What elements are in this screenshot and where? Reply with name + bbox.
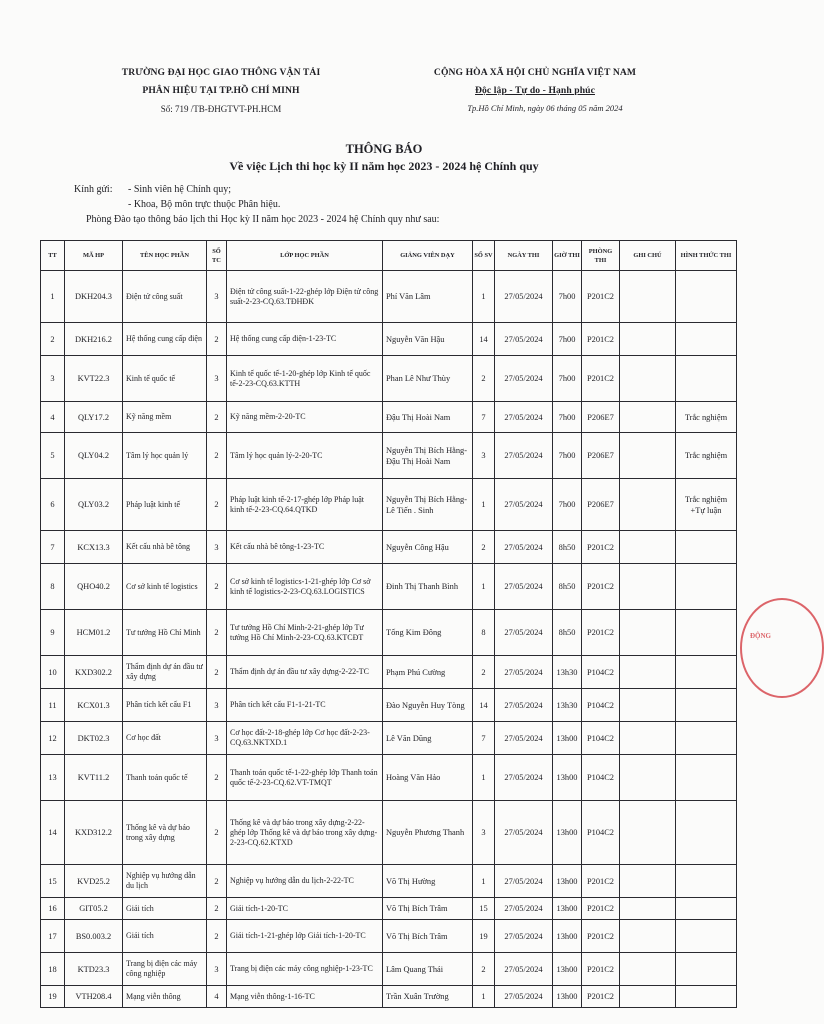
table-cell [620, 920, 676, 953]
table-cell [676, 531, 737, 564]
title-sub: Về việc Lịch thi học kỳ II năm học 2023 - 2024 hệ Chính quy [229, 159, 539, 173]
table-cell: 2 [473, 953, 495, 986]
table-cell [620, 865, 676, 898]
country-name: CỘNG HÒA XÃ HỘI CHỦ NGHĨA VIỆT NAM [433, 67, 637, 78]
table-cell: Đinh Thị Thanh Bình [383, 564, 473, 610]
table-cell [620, 898, 676, 920]
table-cell: 2 [207, 898, 227, 920]
table-cell: Phạm Phú Cường [383, 656, 473, 689]
table-cell [676, 953, 737, 986]
table-cell: 27/05/2024 [495, 402, 553, 433]
intro [74, 182, 439, 227]
table-cell: P201C2 [582, 865, 620, 898]
table-cell: 2 [207, 610, 227, 656]
table-cell: KXD302.2 [65, 656, 123, 689]
table-row [41, 271, 737, 323]
table-cell: Nguyễn Thị Bích Hằng-Lê Tiến . Sinh [383, 479, 473, 531]
table-cell: 5 [41, 433, 65, 479]
recipient-2: - Khoa, Bộ môn trực thuộc Phân hiệu. [128, 199, 281, 210]
table-cell: 3 [207, 271, 227, 323]
table-row [41, 865, 737, 898]
table-cell: 3 [473, 801, 495, 865]
table-cell: Kết cấu nhà bê tông-1-23-TC [227, 531, 383, 564]
table-cell [620, 722, 676, 755]
document-number: Số: 719 /TB-ĐHGTVT-PH.HCM [160, 104, 282, 114]
table-cell: 14 [473, 323, 495, 356]
table-cell: DKH204.3 [65, 271, 123, 323]
table-cell: 2 [207, 564, 227, 610]
column-header: GIẢNG VIÊN DẠY [383, 241, 473, 271]
table-cell: P104C2 [582, 689, 620, 722]
table-cell: QLY03.2 [65, 479, 123, 531]
table-cell: P104C2 [582, 801, 620, 865]
table-cell: Tâm lý học quản lý [123, 433, 207, 479]
org-header [86, 64, 356, 118]
table-cell: 3 [207, 689, 227, 722]
document-title [0, 140, 768, 175]
table-cell: 15 [41, 865, 65, 898]
table-cell: Kết cấu nhà bê tông [123, 531, 207, 564]
table-cell: 6 [41, 479, 65, 531]
table-cell: P201C2 [582, 986, 620, 1008]
table-cell: 13h00 [553, 920, 582, 953]
table-cell: P201C2 [582, 564, 620, 610]
table-cell: 4 [41, 402, 65, 433]
table-cell: Thanh toán quốc tế [123, 755, 207, 801]
table-row [41, 986, 737, 1008]
table-cell: P104C2 [582, 722, 620, 755]
table-cell: 3 [207, 722, 227, 755]
table-cell: 7 [473, 722, 495, 755]
table-cell: 27/05/2024 [495, 356, 553, 402]
table-cell [620, 271, 676, 323]
table-cell: Điện tử công suất-1-22-ghép lớp Điện tử công suất-2-23-CQ.63.TĐHĐK [227, 271, 383, 323]
table-cell: Phan Lê Như Thùy [383, 356, 473, 402]
table-cell: Trang bị điện các máy công nghiệp-1-23-TC [227, 953, 383, 986]
table-cell [620, 356, 676, 402]
table-cell: KVT11.2 [65, 755, 123, 801]
table-row [41, 479, 737, 531]
table-cell: Kinh tế quốc tế [123, 356, 207, 402]
table-cell: 11 [41, 689, 65, 722]
table-row [41, 722, 737, 755]
table-cell: 3 [207, 531, 227, 564]
table-cell: 2 [473, 531, 495, 564]
table-cell: DKT02.3 [65, 722, 123, 755]
table-cell: 13h00 [553, 986, 582, 1008]
table-cell: Trắc nghiệm +Tự luận [676, 479, 737, 531]
table-cell: KXD312.2 [65, 801, 123, 865]
table-cell [620, 564, 676, 610]
table-cell: 13h00 [553, 898, 582, 920]
column-header: HÌNH THỨC THI [676, 241, 737, 271]
table-row [41, 610, 737, 656]
table-cell: Võ Thị Bích Trâm [383, 898, 473, 920]
table-cell: 2 [473, 656, 495, 689]
table-cell: 27/05/2024 [495, 656, 553, 689]
table-cell: 27/05/2024 [495, 865, 553, 898]
recipient-1: - Sinh viên hệ Chính quy; [128, 184, 232, 195]
column-header: SỐ SV [473, 241, 495, 271]
table-cell: 10 [41, 656, 65, 689]
table-cell: 8h50 [553, 531, 582, 564]
table-cell: VTH208.4 [65, 986, 123, 1008]
table-row [41, 898, 737, 920]
table-cell: Thẩm định dự án đầu tư xây dựng [123, 656, 207, 689]
table-cell: P206E7 [582, 479, 620, 531]
table-cell: 3 [41, 356, 65, 402]
table-cell: Tư tưởng Hồ Chí Minh-2-21-ghép lớp Tư tưởng Hồ Chí Minh-2-23-CQ.63.KTCĐT [227, 610, 383, 656]
column-header: MÃ HP [65, 241, 123, 271]
table-cell: 8 [473, 610, 495, 656]
table-cell: 2 [207, 433, 227, 479]
table-cell: Thẩm định dự án đầu tư xây dựng-2-22-TC [227, 656, 383, 689]
table-cell: 12 [41, 722, 65, 755]
table-cell: P201C2 [582, 271, 620, 323]
table-cell: 27/05/2024 [495, 986, 553, 1008]
table-cell: Tư tưởng Hồ Chí Minh [123, 610, 207, 656]
table-cell: Cơ học đất [123, 722, 207, 755]
table-cell: 27/05/2024 [495, 564, 553, 610]
table-cell: 13h00 [553, 722, 582, 755]
table-cell: Cơ sở kinh tế logistics-1-21-ghép lớp Cơ sở kinh tế logistics-2-23-CQ.63.LOGISTICS [227, 564, 383, 610]
table-cell: Phân tích kết cấu F1 [123, 689, 207, 722]
table-cell [676, 722, 737, 755]
table-cell: 1 [473, 865, 495, 898]
table-row [41, 402, 737, 433]
table-cell: Võ Thị Bích Trâm [383, 920, 473, 953]
table-cell: 2 [207, 755, 227, 801]
table-cell: 1 [473, 986, 495, 1008]
table-cell: Tống Kim Đông [383, 610, 473, 656]
table-cell: 14 [473, 689, 495, 722]
table-cell: 13h30 [553, 689, 582, 722]
table-cell [676, 610, 737, 656]
table-cell [620, 402, 676, 433]
table-cell: 8h50 [553, 610, 582, 656]
table-cell: QLY17.2 [65, 402, 123, 433]
table-row [41, 356, 737, 402]
table-cell: KCX13.3 [65, 531, 123, 564]
table-row [41, 953, 737, 986]
table-cell [620, 755, 676, 801]
table-cell: P104C2 [582, 755, 620, 801]
table-cell: Đào Nguyễn Huy Tòng [383, 689, 473, 722]
table-cell: P201C2 [582, 898, 620, 920]
table-row [41, 755, 737, 801]
document-date: Tp.Hồ Chí Minh, ngày 06 tháng 05 năm 2024 [467, 103, 623, 113]
table-cell [676, 865, 737, 898]
table-cell: 9 [41, 610, 65, 656]
table-cell: Pháp luật kinh tế [123, 479, 207, 531]
table-cell: 8h50 [553, 564, 582, 610]
table-cell: KTD23.3 [65, 953, 123, 986]
table-cell: 13h00 [553, 865, 582, 898]
red-seal-stamp [740, 598, 824, 698]
table-cell: 3 [207, 356, 227, 402]
column-header: GIỜ THI [553, 241, 582, 271]
table-cell: Giải tích [123, 898, 207, 920]
table-cell: 4 [207, 986, 227, 1008]
table-cell: QHO40.2 [65, 564, 123, 610]
table-cell: P206E7 [582, 433, 620, 479]
table-cell: Lê Văn Dũng [383, 722, 473, 755]
table-cell: HCM01.2 [65, 610, 123, 656]
table-cell: 27/05/2024 [495, 755, 553, 801]
table-cell: 2 [207, 479, 227, 531]
table-cell [620, 323, 676, 356]
table-cell: 1 [473, 564, 495, 610]
table-cell: Trần Xuân Trường [383, 986, 473, 1008]
org-branch: PHÂN HIỆU TẠI TP.HỒ CHÍ MINH [142, 85, 300, 96]
table-cell [676, 323, 737, 356]
table-cell: 27/05/2024 [495, 271, 553, 323]
table-cell: 27/05/2024 [495, 722, 553, 755]
table-cell [620, 986, 676, 1008]
table-cell: Phí Văn Lâm [383, 271, 473, 323]
column-header: LỚP HỌC PHẦN [227, 241, 383, 271]
table-row [41, 433, 737, 479]
table-cell: P201C2 [582, 356, 620, 402]
table-cell: 27/05/2024 [495, 898, 553, 920]
table-cell: Trắc nghiệm [676, 402, 737, 433]
table-cell [676, 356, 737, 402]
table-cell: 2 [207, 323, 227, 356]
table-cell: 7h00 [553, 402, 582, 433]
table-cell [620, 801, 676, 865]
table-cell: Trắc nghiệm [676, 433, 737, 479]
column-header: GHI CHÚ [620, 241, 676, 271]
table-cell: 1 [473, 479, 495, 531]
table-cell [676, 755, 737, 801]
table-cell: 8 [41, 564, 65, 610]
org-name: TRƯỜNG ĐẠI HỌC GIAO THÔNG VẬN TẢI [121, 67, 321, 78]
table-row [41, 656, 737, 689]
table-cell [620, 689, 676, 722]
table-header-row [41, 241, 737, 271]
table-cell: Điện tử công suất [123, 271, 207, 323]
table-cell: Võ Thị Hường [383, 865, 473, 898]
table-cell: 13h00 [553, 801, 582, 865]
table-cell: KVD25.2 [65, 865, 123, 898]
table-row [41, 920, 737, 953]
table-cell: Tâm lý học quản lý-2-20-TC [227, 433, 383, 479]
table-cell: 27/05/2024 [495, 531, 553, 564]
table-cell: 13 [41, 755, 65, 801]
national-motto: Độc lập - Tự do - Hạnh phúc [475, 85, 595, 96]
table-cell [620, 433, 676, 479]
table-cell: P104C2 [582, 656, 620, 689]
table-cell: 2 [207, 865, 227, 898]
table-cell: P201C2 [582, 920, 620, 953]
column-header: SỐ TC [207, 241, 227, 271]
table-cell: Mạng viễn thông-1-16-TC [227, 986, 383, 1008]
table-cell [676, 920, 737, 953]
table-cell: 2 [41, 323, 65, 356]
table-cell: GIT05.2 [65, 898, 123, 920]
table-cell: 27/05/2024 [495, 920, 553, 953]
title-main: THÔNG BÁO [345, 142, 423, 156]
table-cell: 13h30 [553, 656, 582, 689]
table-cell: 13h00 [553, 953, 582, 986]
table-cell [676, 564, 737, 610]
table-cell: 7h00 [553, 356, 582, 402]
table-cell: P201C2 [582, 953, 620, 986]
table-row [41, 801, 737, 865]
table-cell: Giải tích-1-21-ghép lớp Giải tích-1-20-TC [227, 920, 383, 953]
table-cell [676, 271, 737, 323]
table-cell: 2 [207, 656, 227, 689]
table-cell: 13h00 [553, 755, 582, 801]
table-cell: Nguyễn Phương Thanh [383, 801, 473, 865]
table-cell [620, 479, 676, 531]
table-cell: 2 [207, 920, 227, 953]
table-cell: 7 [473, 402, 495, 433]
table-cell: Giải tích [123, 920, 207, 953]
table-cell: 27/05/2024 [495, 479, 553, 531]
table-cell: Thanh toán quốc tế-1-22-ghép lớp Thanh toán quốc tế-2-23-CQ.62.VT-TMQT [227, 755, 383, 801]
table-cell: 1 [41, 271, 65, 323]
table-cell: Nghiệp vụ hướng dẫn du lịch-2-22-TC [227, 865, 383, 898]
table-cell: Hoàng Văn Hảo [383, 755, 473, 801]
table-cell: Nguyễn Công Hậu [383, 531, 473, 564]
table-cell: 3 [473, 433, 495, 479]
column-header: PHÒNG THI [582, 241, 620, 271]
table-cell: P201C2 [582, 610, 620, 656]
table-cell [620, 610, 676, 656]
table-cell: 18 [41, 953, 65, 986]
table-cell: 27/05/2024 [495, 433, 553, 479]
table-cell: 19 [473, 920, 495, 953]
table-cell: Phân tích kết cấu F1-1-21-TC [227, 689, 383, 722]
table-cell: Thống kê và dự báo trong xây dựng-2-22-ghép lớp Thống kê và dự báo trong xây dựng-2-23-CQ.62.KTXD [227, 801, 383, 865]
table-cell: 3 [207, 953, 227, 986]
stamp-text: ĐỘNG [750, 632, 771, 640]
table-cell: 7h00 [553, 433, 582, 479]
greeting: Kính gửi: [74, 184, 113, 195]
table-cell: QLY04.2 [65, 433, 123, 479]
table-cell: Nghiệp vụ hướng dẫn du lịch [123, 865, 207, 898]
table-cell: Pháp luật kinh tế-2-17-ghép lớp Pháp luật kinh tế-2-23-CQ.64.QTKD [227, 479, 383, 531]
table-cell: Lâm Quang Thái [383, 953, 473, 986]
table-cell: 27/05/2024 [495, 610, 553, 656]
table-cell: P201C2 [582, 323, 620, 356]
column-header: TÊN HỌC PHẦN [123, 241, 207, 271]
table-cell: 14 [41, 801, 65, 865]
table-cell: Giải tích-1-20-TC [227, 898, 383, 920]
table-cell: Hệ thống cung cấp điện-1-23-TC [227, 323, 383, 356]
table-cell [620, 953, 676, 986]
table-cell: 7 [41, 531, 65, 564]
table-cell: Kinh tế quốc tế-1-20-ghép lớp Kinh tế quốc tế-2-23-CQ.63.KTTH [227, 356, 383, 402]
table-cell: 1 [473, 271, 495, 323]
table-cell: BS0.003.2 [65, 920, 123, 953]
exam-schedule-table [40, 240, 737, 1008]
table-cell: Cơ sở kinh tế logistics [123, 564, 207, 610]
table-cell: Kỹ năng mềm [123, 402, 207, 433]
table-cell: 1 [473, 755, 495, 801]
table-cell: 19 [41, 986, 65, 1008]
table-cell: 7h00 [553, 479, 582, 531]
table-cell: Đậu Thị Hoài Nam [383, 402, 473, 433]
table-cell: Mạng viễn thông [123, 986, 207, 1008]
table-cell: 7h00 [553, 323, 582, 356]
table-cell: DKH216.2 [65, 323, 123, 356]
table-row [41, 564, 737, 610]
table-cell: 15 [473, 898, 495, 920]
table-cell: Hệ thống cung cấp điện [123, 323, 207, 356]
table-row [41, 689, 737, 722]
table-cell: Nguyễn Văn Hậu [383, 323, 473, 356]
table-cell: Cơ học đất-2-18-ghép lớp Cơ học đất-2-23-CQ.63.NKTXD.1 [227, 722, 383, 755]
intro-body: Phòng Đào tạo thông báo lịch thi Học kỳ II năm học 2023 - 2024 hệ Chính quy như sau: [86, 214, 440, 225]
column-header: TT [41, 241, 65, 271]
table-cell [676, 801, 737, 865]
table-cell [676, 986, 737, 1008]
table-cell: 2 [207, 801, 227, 865]
table-cell: 2 [207, 402, 227, 433]
table-cell [676, 689, 737, 722]
table-cell [676, 898, 737, 920]
table-cell: 27/05/2024 [495, 801, 553, 865]
table-cell: KCX01.3 [65, 689, 123, 722]
table-cell: 17 [41, 920, 65, 953]
table-cell [620, 656, 676, 689]
table-cell: 16 [41, 898, 65, 920]
table-cell: 2 [473, 356, 495, 402]
table-cell [676, 656, 737, 689]
table-cell: Thống kê và dự báo trong xây dựng [123, 801, 207, 865]
table-cell [620, 531, 676, 564]
table-cell: Kỹ năng mềm-2-20-TC [227, 402, 383, 433]
table-cell: Nguyễn Thị Bích Hằng-Đậu Thị Hoài Nam [383, 433, 473, 479]
table-cell: Trang bị điện các máy công nghiệp [123, 953, 207, 986]
table-row [41, 531, 737, 564]
table-cell: P206E7 [582, 402, 620, 433]
table-cell: KVT22.3 [65, 356, 123, 402]
table-cell: 7h00 [553, 271, 582, 323]
table-cell: P201C2 [582, 531, 620, 564]
table-cell: 27/05/2024 [495, 953, 553, 986]
table-row [41, 323, 737, 356]
table-cell: 27/05/2024 [495, 323, 553, 356]
column-header: NGÀY THI [495, 241, 553, 271]
national-header [400, 64, 670, 116]
table-cell: 27/05/2024 [495, 689, 553, 722]
